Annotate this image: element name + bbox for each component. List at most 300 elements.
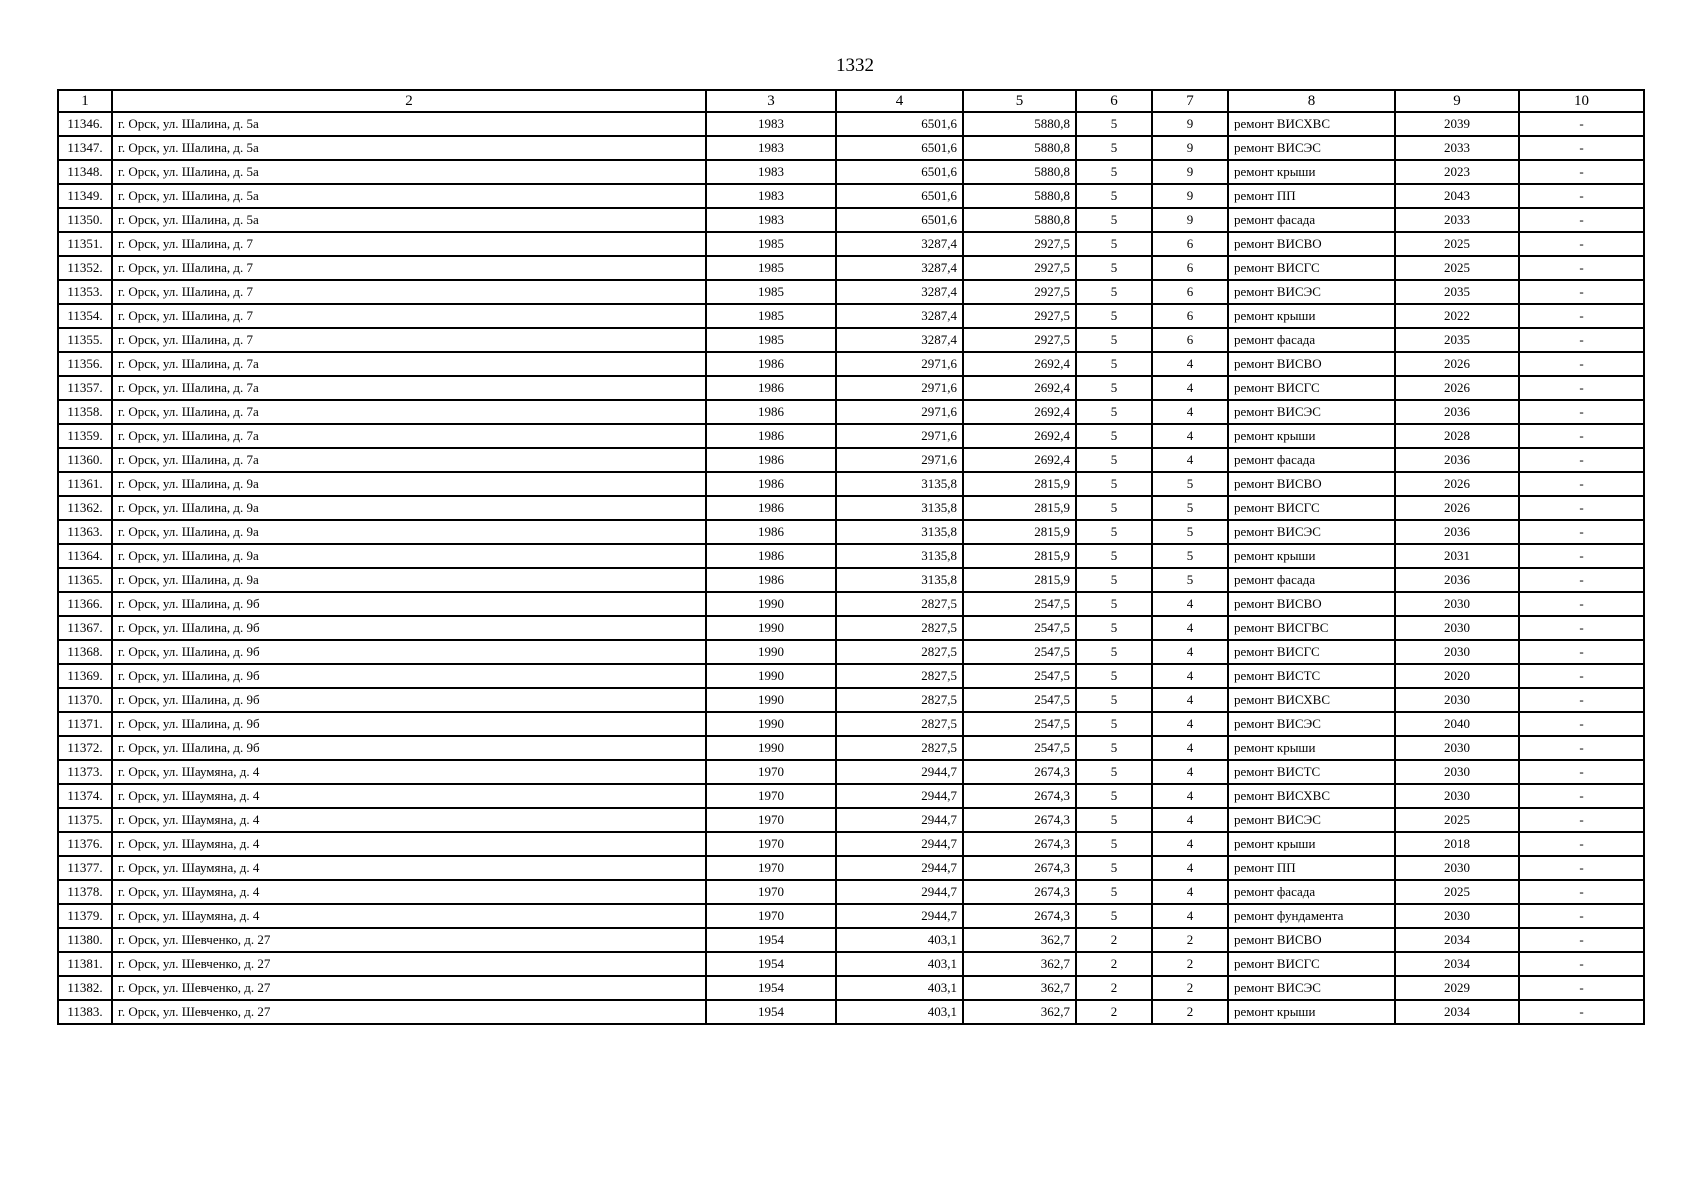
total-area-cell: 3135,8 [836, 520, 963, 544]
work-type-cell: ремонт фасада [1228, 568, 1395, 592]
address-cell: г. Орск, ул. Шевченко, д. 27 [112, 928, 706, 952]
address-cell: г. Орск, ул. Шалина, д. 7а [112, 448, 706, 472]
row-number-cell: 11382. [58, 976, 112, 1000]
row-number-cell: 11383. [58, 1000, 112, 1024]
row-number-cell: 11354. [58, 304, 112, 328]
entrances-cell: 4 [1152, 880, 1228, 904]
living-area-cell: 2547,5 [963, 688, 1076, 712]
row-number-cell: 11360. [58, 448, 112, 472]
living-area-cell: 2547,5 [963, 640, 1076, 664]
table-row [58, 280, 1644, 304]
work-type-cell: ремонт крыши [1228, 160, 1395, 184]
work-type-cell: ремонт ВИСЭС [1228, 280, 1395, 304]
planned-year-cell: 2020 [1395, 664, 1519, 688]
row-number-cell: 11374. [58, 784, 112, 808]
table-row [58, 376, 1644, 400]
planned-year-cell: 2035 [1395, 328, 1519, 352]
address-cell: г. Орск, ул. Шаумяна, д. 4 [112, 832, 706, 856]
note-cell: - [1519, 712, 1644, 736]
note-cell: - [1519, 256, 1644, 280]
row-number-cell: 11366. [58, 592, 112, 616]
row-number-cell: 11348. [58, 160, 112, 184]
row-number-cell: 11373. [58, 760, 112, 784]
entrances-cell: 4 [1152, 856, 1228, 880]
total-area-cell: 6501,6 [836, 160, 963, 184]
column-header: 3 [706, 90, 836, 112]
entrances-cell: 4 [1152, 640, 1228, 664]
planned-year-cell: 2026 [1395, 352, 1519, 376]
living-area-cell: 2692,4 [963, 424, 1076, 448]
work-type-cell: ремонт ВИСВО [1228, 232, 1395, 256]
address-cell: г. Орск, ул. Шалина, д. 7а [112, 376, 706, 400]
entrances-cell: 6 [1152, 304, 1228, 328]
year-cell: 1990 [706, 688, 836, 712]
year-cell: 1985 [706, 328, 836, 352]
note-cell: - [1519, 184, 1644, 208]
living-area-cell: 2815,9 [963, 568, 1076, 592]
total-area-cell: 2827,5 [836, 664, 963, 688]
table-row [58, 568, 1644, 592]
work-type-cell: ремонт ВИСГС [1228, 256, 1395, 280]
floors-cell: 2 [1076, 928, 1152, 952]
year-cell: 1983 [706, 208, 836, 232]
table-row [58, 904, 1644, 928]
note-cell: - [1519, 304, 1644, 328]
address-cell: г. Орск, ул. Шаумяна, д. 4 [112, 784, 706, 808]
planned-year-cell: 2036 [1395, 448, 1519, 472]
floors-cell: 5 [1076, 304, 1152, 328]
floors-cell: 5 [1076, 544, 1152, 568]
year-cell: 1970 [706, 760, 836, 784]
year-cell: 1986 [706, 544, 836, 568]
note-cell: - [1519, 280, 1644, 304]
row-number-cell: 11357. [58, 376, 112, 400]
column-header: 1 [58, 90, 112, 112]
entrances-cell: 6 [1152, 256, 1228, 280]
planned-year-cell: 2026 [1395, 472, 1519, 496]
table-row [58, 256, 1644, 280]
entrances-cell: 4 [1152, 616, 1228, 640]
note-cell: - [1519, 784, 1644, 808]
row-number-cell: 11363. [58, 520, 112, 544]
table-row [58, 664, 1644, 688]
note-cell: - [1519, 112, 1644, 136]
living-area-cell: 2927,5 [963, 232, 1076, 256]
entrances-cell: 4 [1152, 904, 1228, 928]
note-cell: - [1519, 496, 1644, 520]
table-row [58, 880, 1644, 904]
entrances-cell: 2 [1152, 976, 1228, 1000]
table-row [58, 832, 1644, 856]
entrances-cell: 5 [1152, 520, 1228, 544]
row-number-cell: 11375. [58, 808, 112, 832]
planned-year-cell: 2043 [1395, 184, 1519, 208]
entrances-cell: 5 [1152, 568, 1228, 592]
living-area-cell: 2815,9 [963, 472, 1076, 496]
total-area-cell: 2944,7 [836, 784, 963, 808]
address-cell: г. Орск, ул. Шалина, д. 7 [112, 280, 706, 304]
year-cell: 1983 [706, 136, 836, 160]
planned-year-cell: 2025 [1395, 232, 1519, 256]
total-area-cell: 2944,7 [836, 880, 963, 904]
living-area-cell: 2815,9 [963, 520, 1076, 544]
row-number-cell: 11364. [58, 544, 112, 568]
note-cell: - [1519, 472, 1644, 496]
floors-cell: 5 [1076, 784, 1152, 808]
note-cell: - [1519, 568, 1644, 592]
table-row [58, 736, 1644, 760]
work-type-cell: ремонт фундамента [1228, 904, 1395, 928]
work-type-cell: ремонт ВИСГВС [1228, 616, 1395, 640]
note-cell: - [1519, 808, 1644, 832]
year-cell: 1990 [706, 736, 836, 760]
year-cell: 1970 [706, 832, 836, 856]
note-cell: - [1519, 976, 1644, 1000]
total-area-cell: 2827,5 [836, 736, 963, 760]
planned-year-cell: 2036 [1395, 520, 1519, 544]
row-number-cell: 11355. [58, 328, 112, 352]
floors-cell: 5 [1076, 760, 1152, 784]
year-cell: 1990 [706, 616, 836, 640]
floors-cell: 5 [1076, 400, 1152, 424]
note-cell: - [1519, 136, 1644, 160]
living-area-cell: 362,7 [963, 952, 1076, 976]
entrances-cell: 4 [1152, 736, 1228, 760]
address-cell: г. Орск, ул. Шалина, д. 7а [112, 424, 706, 448]
work-type-cell: ремонт ВИСЭС [1228, 520, 1395, 544]
year-cell: 1985 [706, 280, 836, 304]
floors-cell: 5 [1076, 832, 1152, 856]
column-header: 10 [1519, 90, 1644, 112]
total-area-cell: 403,1 [836, 928, 963, 952]
floors-cell: 5 [1076, 160, 1152, 184]
note-cell: - [1519, 232, 1644, 256]
entrances-cell: 2 [1152, 928, 1228, 952]
note-cell: - [1519, 664, 1644, 688]
floors-cell: 5 [1076, 856, 1152, 880]
work-type-cell: ремонт ВИСХВС [1228, 784, 1395, 808]
entrances-cell: 4 [1152, 448, 1228, 472]
living-area-cell: 2927,5 [963, 280, 1076, 304]
table-row [58, 760, 1644, 784]
row-number-cell: 11367. [58, 616, 112, 640]
note-cell: - [1519, 760, 1644, 784]
floors-cell: 5 [1076, 184, 1152, 208]
total-area-cell: 2971,6 [836, 352, 963, 376]
planned-year-cell: 2040 [1395, 712, 1519, 736]
work-type-cell: ремонт ВИСЭС [1228, 400, 1395, 424]
note-cell: - [1519, 448, 1644, 472]
work-type-cell: ремонт ВИСЭС [1228, 712, 1395, 736]
entrances-cell: 6 [1152, 328, 1228, 352]
living-area-cell: 2692,4 [963, 400, 1076, 424]
address-cell: г. Орск, ул. Шалина, д. 9б [112, 616, 706, 640]
floors-cell: 2 [1076, 1000, 1152, 1024]
floors-cell: 5 [1076, 232, 1152, 256]
entrances-cell: 9 [1152, 136, 1228, 160]
address-cell: г. Орск, ул. Шалина, д. 9б [112, 640, 706, 664]
work-type-cell: ремонт ВИСВО [1228, 592, 1395, 616]
address-cell: г. Орск, ул. Шевченко, д. 27 [112, 976, 706, 1000]
total-area-cell: 2827,5 [836, 592, 963, 616]
entrances-cell: 4 [1152, 832, 1228, 856]
planned-year-cell: 2035 [1395, 280, 1519, 304]
table-row [58, 304, 1644, 328]
living-area-cell: 2547,5 [963, 736, 1076, 760]
table-row [58, 544, 1644, 568]
row-number-cell: 11347. [58, 136, 112, 160]
work-type-cell: ремонт ВИСЭС [1228, 136, 1395, 160]
entrances-cell: 4 [1152, 352, 1228, 376]
entrances-cell: 4 [1152, 784, 1228, 808]
living-area-cell: 2547,5 [963, 592, 1076, 616]
planned-year-cell: 2033 [1395, 208, 1519, 232]
work-type-cell: ремонт крыши [1228, 1000, 1395, 1024]
total-area-cell: 3135,8 [836, 472, 963, 496]
planned-year-cell: 2039 [1395, 112, 1519, 136]
total-area-cell: 6501,6 [836, 136, 963, 160]
living-area-cell: 2927,5 [963, 328, 1076, 352]
living-area-cell: 362,7 [963, 1000, 1076, 1024]
year-cell: 1954 [706, 928, 836, 952]
living-area-cell: 5880,8 [963, 184, 1076, 208]
entrances-cell: 5 [1152, 472, 1228, 496]
work-type-cell: ремонт ВИСГС [1228, 376, 1395, 400]
table-row [58, 184, 1644, 208]
planned-year-cell: 2030 [1395, 904, 1519, 928]
total-area-cell: 2944,7 [836, 904, 963, 928]
row-number-cell: 11381. [58, 952, 112, 976]
planned-year-cell: 2026 [1395, 496, 1519, 520]
address-cell: г. Орск, ул. Шалина, д. 9а [112, 472, 706, 496]
table-body [58, 112, 1644, 1024]
address-cell: г. Орск, ул. Шалина, д. 9б [112, 736, 706, 760]
work-type-cell: ремонт ВИСЭС [1228, 808, 1395, 832]
row-number-cell: 11376. [58, 832, 112, 856]
total-area-cell: 2971,6 [836, 424, 963, 448]
year-cell: 1986 [706, 376, 836, 400]
year-cell: 1983 [706, 160, 836, 184]
year-cell: 1983 [706, 112, 836, 136]
work-type-cell: ремонт фасада [1228, 880, 1395, 904]
entrances-cell: 4 [1152, 592, 1228, 616]
floors-cell: 5 [1076, 592, 1152, 616]
floors-cell: 5 [1076, 448, 1152, 472]
work-type-cell: ремонт крыши [1228, 832, 1395, 856]
year-cell: 1985 [706, 232, 836, 256]
address-cell: г. Орск, ул. Шевченко, д. 27 [112, 1000, 706, 1024]
planned-year-cell: 2030 [1395, 784, 1519, 808]
header-row [58, 90, 1644, 112]
table-row [58, 976, 1644, 1000]
planned-year-cell: 2023 [1395, 160, 1519, 184]
entrances-cell: 4 [1152, 400, 1228, 424]
floors-cell: 5 [1076, 640, 1152, 664]
total-area-cell: 3287,4 [836, 280, 963, 304]
year-cell: 1954 [706, 976, 836, 1000]
work-type-cell: ремонт ВИСЭС [1228, 976, 1395, 1000]
floors-cell: 5 [1076, 112, 1152, 136]
work-type-cell: ремонт ПП [1228, 856, 1395, 880]
table-row [58, 1000, 1644, 1024]
total-area-cell: 2971,6 [836, 400, 963, 424]
living-area-cell: 2815,9 [963, 544, 1076, 568]
living-area-cell: 2927,5 [963, 304, 1076, 328]
planned-year-cell: 2025 [1395, 256, 1519, 280]
entrances-cell: 4 [1152, 664, 1228, 688]
planned-year-cell: 2034 [1395, 952, 1519, 976]
total-area-cell: 3135,8 [836, 544, 963, 568]
entrances-cell: 4 [1152, 688, 1228, 712]
note-cell: - [1519, 520, 1644, 544]
living-area-cell: 2692,4 [963, 352, 1076, 376]
table-row [58, 520, 1644, 544]
row-number-cell: 11362. [58, 496, 112, 520]
planned-year-cell: 2030 [1395, 616, 1519, 640]
work-type-cell: ремонт крыши [1228, 304, 1395, 328]
column-header: 7 [1152, 90, 1228, 112]
table-row [58, 496, 1644, 520]
total-area-cell: 2944,7 [836, 808, 963, 832]
table-row [58, 640, 1644, 664]
living-area-cell: 2692,4 [963, 448, 1076, 472]
year-cell: 1986 [706, 400, 836, 424]
floors-cell: 5 [1076, 712, 1152, 736]
table-row [58, 424, 1644, 448]
total-area-cell: 6501,6 [836, 208, 963, 232]
planned-year-cell: 2030 [1395, 688, 1519, 712]
floors-cell: 5 [1076, 688, 1152, 712]
floors-cell: 5 [1076, 256, 1152, 280]
planned-year-cell: 2034 [1395, 1000, 1519, 1024]
row-number-cell: 11380. [58, 928, 112, 952]
living-area-cell: 5880,8 [963, 112, 1076, 136]
planned-year-cell: 2026 [1395, 376, 1519, 400]
note-cell: - [1519, 328, 1644, 352]
total-area-cell: 2944,7 [836, 856, 963, 880]
row-number-cell: 11361. [58, 472, 112, 496]
work-type-cell: ремонт ВИСХВС [1228, 112, 1395, 136]
table-row [58, 472, 1644, 496]
address-cell: г. Орск, ул. Шалина, д. 7а [112, 400, 706, 424]
note-cell: - [1519, 856, 1644, 880]
planned-year-cell: 2030 [1395, 760, 1519, 784]
entrances-cell: 9 [1152, 160, 1228, 184]
page-number: 1332 [836, 55, 874, 76]
column-header: 5 [963, 90, 1076, 112]
address-cell: г. Орск, ул. Шалина, д. 9б [112, 688, 706, 712]
planned-year-cell: 2018 [1395, 832, 1519, 856]
row-number-cell: 11368. [58, 640, 112, 664]
planned-year-cell: 2025 [1395, 880, 1519, 904]
entrances-cell: 4 [1152, 424, 1228, 448]
living-area-cell: 2674,3 [963, 784, 1076, 808]
year-cell: 1986 [706, 352, 836, 376]
table-row [58, 112, 1644, 136]
table-row [58, 592, 1644, 616]
floors-cell: 2 [1076, 952, 1152, 976]
table-row [58, 232, 1644, 256]
year-cell: 1986 [706, 568, 836, 592]
table-row [58, 928, 1644, 952]
row-number-cell: 11369. [58, 664, 112, 688]
year-cell: 1970 [706, 880, 836, 904]
total-area-cell: 2944,7 [836, 760, 963, 784]
entrances-cell: 5 [1152, 544, 1228, 568]
total-area-cell: 403,1 [836, 976, 963, 1000]
note-cell: - [1519, 904, 1644, 928]
entrances-cell: 6 [1152, 280, 1228, 304]
living-area-cell: 2674,3 [963, 808, 1076, 832]
note-cell: - [1519, 400, 1644, 424]
work-type-cell: ремонт фасада [1228, 328, 1395, 352]
total-area-cell: 3135,8 [836, 496, 963, 520]
row-number-cell: 11379. [58, 904, 112, 928]
table-row [58, 136, 1644, 160]
note-cell: - [1519, 832, 1644, 856]
address-cell: г. Орск, ул. Шалина, д. 5а [112, 136, 706, 160]
capital-repair-table [57, 89, 1645, 1025]
year-cell: 1983 [706, 184, 836, 208]
year-cell: 1970 [706, 904, 836, 928]
entrances-cell: 9 [1152, 208, 1228, 232]
address-cell: г. Орск, ул. Шаумяна, д. 4 [112, 880, 706, 904]
total-area-cell: 6501,6 [836, 184, 963, 208]
address-cell: г. Орск, ул. Шалина, д. 7 [112, 328, 706, 352]
note-cell: - [1519, 376, 1644, 400]
address-cell: г. Орск, ул. Шалина, д. 7 [112, 232, 706, 256]
address-cell: г. Орск, ул. Шаумяна, д. 4 [112, 808, 706, 832]
year-cell: 1990 [706, 640, 836, 664]
entrances-cell: 4 [1152, 760, 1228, 784]
table-row [58, 328, 1644, 352]
floors-cell: 5 [1076, 208, 1152, 232]
work-type-cell: ремонт ВИСВО [1228, 928, 1395, 952]
living-area-cell: 2547,5 [963, 712, 1076, 736]
table-row [58, 208, 1644, 232]
floors-cell: 5 [1076, 472, 1152, 496]
floors-cell: 5 [1076, 568, 1152, 592]
row-number-cell: 11351. [58, 232, 112, 256]
table-row [58, 616, 1644, 640]
note-cell: - [1519, 688, 1644, 712]
address-cell: г. Орск, ул. Шалина, д. 9а [112, 520, 706, 544]
living-area-cell: 5880,8 [963, 160, 1076, 184]
row-number-cell: 11377. [58, 856, 112, 880]
column-header: 9 [1395, 90, 1519, 112]
floors-cell: 5 [1076, 352, 1152, 376]
table-row [58, 856, 1644, 880]
planned-year-cell: 2030 [1395, 592, 1519, 616]
total-area-cell: 6501,6 [836, 112, 963, 136]
year-cell: 1990 [706, 712, 836, 736]
address-cell: г. Орск, ул. Шалина, д. 9а [112, 496, 706, 520]
work-type-cell: ремонт ВИСГС [1228, 640, 1395, 664]
year-cell: 1990 [706, 592, 836, 616]
address-cell: г. Орск, ул. Шалина, д. 9б [112, 592, 706, 616]
note-cell: - [1519, 208, 1644, 232]
floors-cell: 2 [1076, 976, 1152, 1000]
living-area-cell: 2674,3 [963, 880, 1076, 904]
total-area-cell: 2827,5 [836, 616, 963, 640]
row-number-cell: 11346. [58, 112, 112, 136]
floors-cell: 5 [1076, 136, 1152, 160]
total-area-cell: 3287,4 [836, 256, 963, 280]
total-area-cell: 2827,5 [836, 688, 963, 712]
living-area-cell: 2674,3 [963, 856, 1076, 880]
planned-year-cell: 2033 [1395, 136, 1519, 160]
planned-year-cell: 2034 [1395, 928, 1519, 952]
